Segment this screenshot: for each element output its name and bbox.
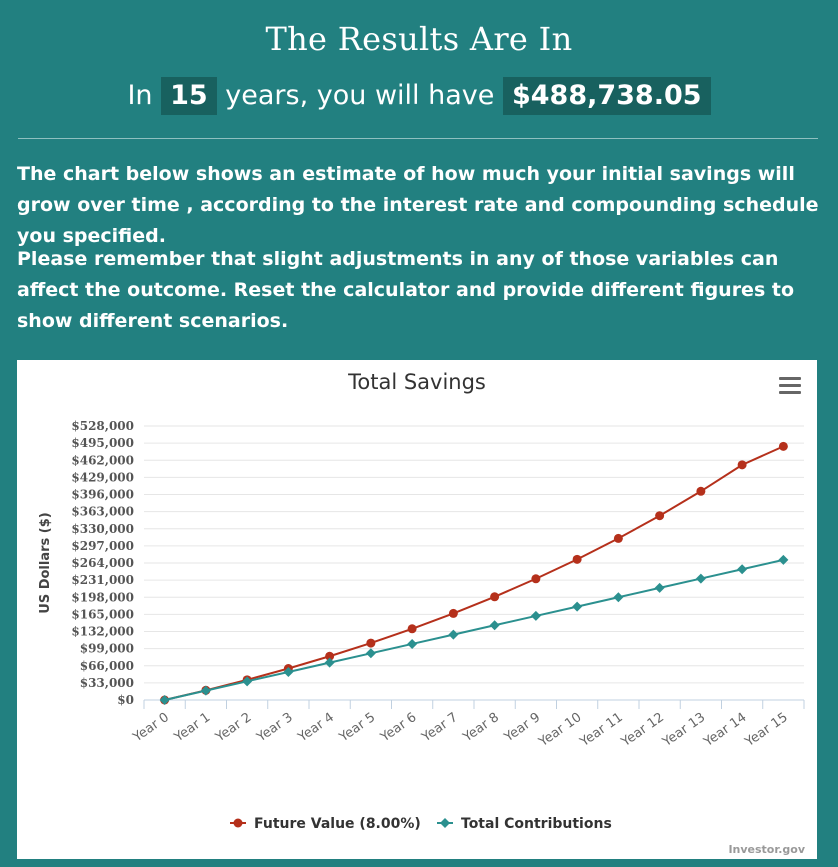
data-point bbox=[614, 534, 623, 543]
series-line bbox=[165, 446, 784, 700]
data-point bbox=[738, 460, 747, 469]
data-point bbox=[201, 686, 211, 696]
data-point bbox=[779, 442, 788, 451]
x-tick-label: Year 12 bbox=[618, 709, 667, 750]
data-point bbox=[737, 564, 747, 574]
x-tick-label: Year 10 bbox=[536, 709, 585, 750]
data-point bbox=[449, 609, 458, 618]
data-point bbox=[490, 592, 499, 601]
summary-prefix: In bbox=[127, 80, 153, 111]
y-tick-label: $66,000 bbox=[79, 658, 134, 673]
data-point bbox=[613, 592, 623, 602]
x-tick-label: Year 2 bbox=[213, 709, 255, 746]
data-point bbox=[160, 695, 170, 705]
hamburger-menu-icon[interactable] bbox=[779, 377, 801, 397]
data-point bbox=[696, 487, 705, 496]
data-point bbox=[696, 574, 706, 584]
data-point bbox=[655, 583, 665, 593]
y-tick-label: $231,000 bbox=[71, 573, 134, 588]
y-tick-label: $495,000 bbox=[71, 436, 134, 451]
amount-badge: $488,738.05 bbox=[503, 77, 711, 115]
data-point bbox=[366, 639, 375, 648]
y-tick-label: $132,000 bbox=[71, 624, 134, 639]
y-tick-label: $0 bbox=[117, 693, 134, 707]
legend-item[interactable] bbox=[230, 816, 421, 832]
series-line bbox=[165, 560, 784, 700]
years-badge: 15 bbox=[161, 77, 217, 115]
total-savings-chart bbox=[17, 360, 817, 859]
y-tick-label: $165,000 bbox=[71, 607, 134, 622]
x-tick-label: Year 4 bbox=[295, 709, 337, 746]
chart-title: Total Savings bbox=[348, 370, 486, 394]
x-tick-label: Year 9 bbox=[501, 709, 544, 746]
x-tick-label: Year 5 bbox=[336, 709, 379, 746]
y-tick-label: $330,000 bbox=[71, 521, 134, 536]
data-point bbox=[408, 624, 417, 633]
x-tick-label: Year 11 bbox=[577, 709, 626, 750]
page-title: The Results Are In bbox=[265, 20, 573, 58]
y-tick-label: $297,000 bbox=[71, 538, 134, 553]
disclaimer-paragraph: Please remember that slight adjustments in any of those variables can affect the outcome. Reset the calculator and provide different figures to show different scenarios. bbox=[17, 248, 795, 332]
y-tick-label: $198,000 bbox=[71, 590, 134, 605]
results-summary bbox=[0, 75, 838, 117]
data-point bbox=[490, 620, 500, 630]
legend-marker bbox=[440, 818, 450, 828]
data-point bbox=[655, 511, 664, 520]
x-tick-label: Year 0 bbox=[130, 709, 172, 746]
y-tick-label: $33,000 bbox=[79, 675, 134, 690]
x-tick-label: Year 1 bbox=[171, 709, 214, 746]
legend-item[interactable] bbox=[437, 816, 612, 832]
data-point bbox=[531, 574, 540, 583]
x-tick-label: Year 3 bbox=[254, 709, 296, 746]
x-tick-label: Year 13 bbox=[660, 709, 709, 750]
data-point bbox=[572, 602, 582, 612]
data-point bbox=[407, 639, 417, 649]
x-tick-label: Year 7 bbox=[419, 709, 461, 746]
explanation-paragraph: The chart below shows an estimate of how much your initial savings will grow over time , according to the interest rate and compounding schedule you specified. bbox=[17, 163, 819, 247]
data-point bbox=[531, 611, 541, 621]
legend-marker bbox=[234, 819, 243, 828]
x-tick-label: Year 8 bbox=[460, 709, 502, 746]
data-point bbox=[573, 555, 582, 564]
y-tick-label: $396,000 bbox=[71, 487, 134, 502]
data-point bbox=[366, 648, 376, 658]
y-tick-label: $264,000 bbox=[71, 556, 134, 570]
y-tick-label: $363,000 bbox=[71, 504, 134, 519]
y-tick-label: $462,000 bbox=[71, 453, 134, 468]
legend-label: Total Contributions bbox=[461, 816, 612, 832]
y-tick-label: $99,000 bbox=[79, 641, 134, 656]
summary-middle: years, you will have bbox=[225, 80, 495, 111]
chart-canvas bbox=[17, 360, 817, 859]
y-tick-label: $429,000 bbox=[71, 470, 134, 485]
divider bbox=[18, 138, 818, 139]
x-tick-label: Year 15 bbox=[742, 709, 791, 750]
chart-credit[interactable]: Investor.gov bbox=[728, 843, 805, 856]
x-tick-label: Year 14 bbox=[701, 709, 750, 750]
legend-label: Future Value (8.00%) bbox=[254, 816, 421, 832]
x-tick-label: Year 6 bbox=[378, 709, 420, 746]
y-tick-label: $528,000 bbox=[71, 419, 134, 433]
y-axis-title: US Dollars ($) bbox=[38, 512, 53, 614]
